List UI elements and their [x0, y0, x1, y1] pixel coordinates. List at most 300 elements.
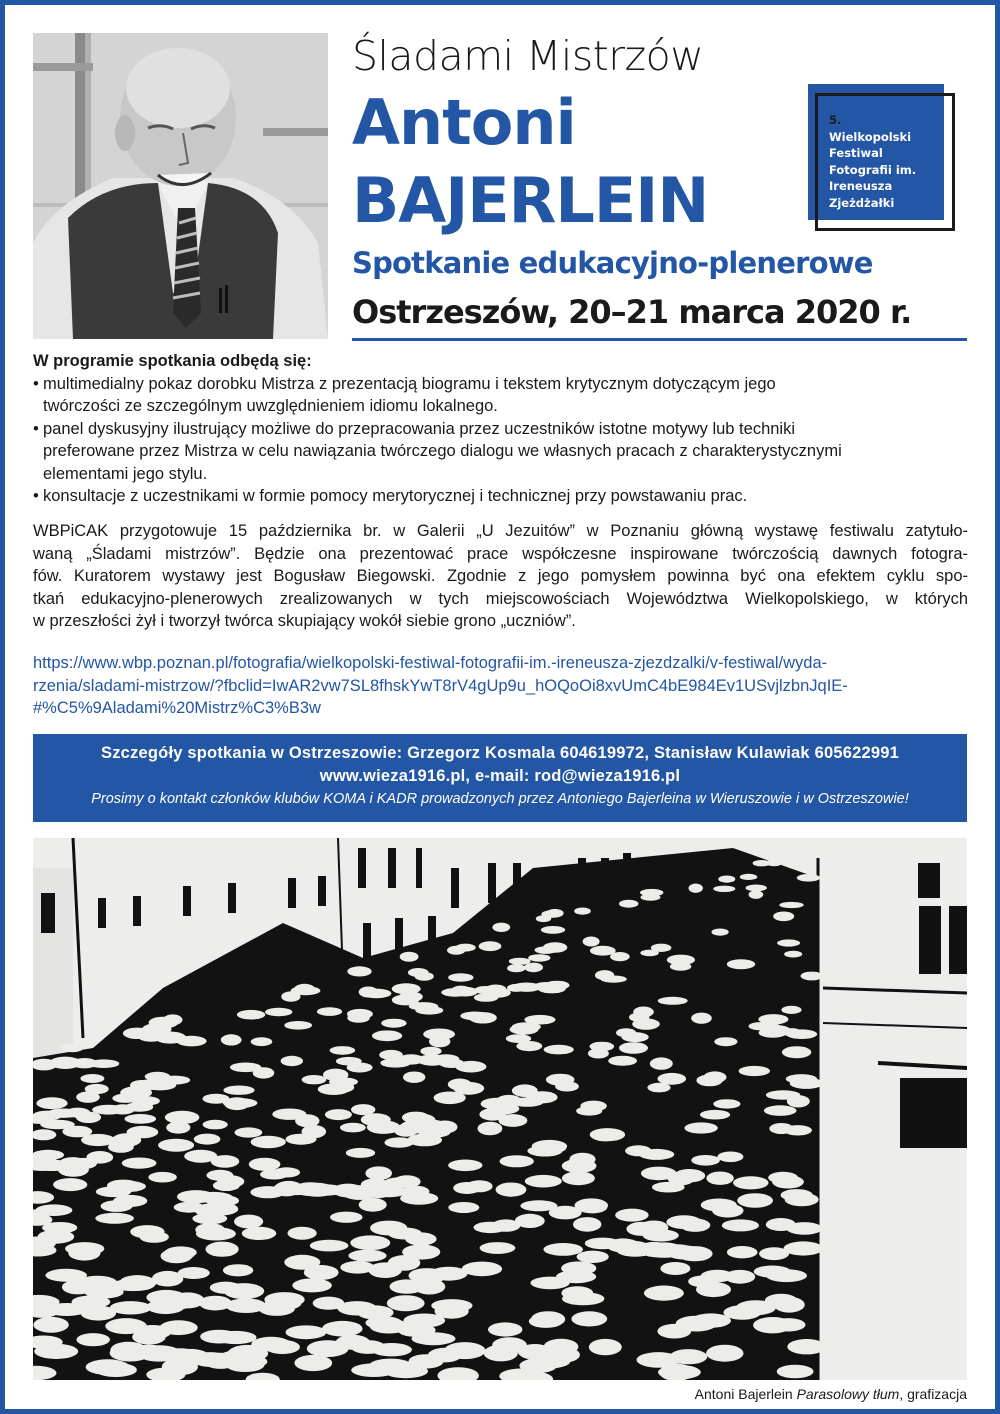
umbrella-mark: [95, 1213, 134, 1224]
umbrella-mark: [637, 1352, 681, 1368]
umbrella-mark: [107, 1180, 139, 1192]
umbrella-mark: [777, 939, 800, 946]
umbrella-mark: [455, 1061, 486, 1073]
umbrella-mark: [541, 910, 562, 918]
umbrella-mark: [347, 1013, 370, 1023]
umbrella-mark: [405, 1232, 436, 1245]
umbrella-mark: [78, 1276, 117, 1289]
umbrella-mark: [330, 1046, 356, 1055]
umbrella-mark: [562, 1171, 595, 1185]
umbrella-mark: [313, 1297, 345, 1310]
umbrella-mark: [225, 1354, 267, 1368]
umbrella-mark: [95, 1363, 137, 1377]
umbrella-mark: [68, 1246, 100, 1261]
umbrella-mark: [199, 1296, 232, 1311]
umbrella-mark: [195, 1223, 225, 1236]
program-item-line: preferowane przez Mistrza w celu nawiązania twórczego dialogu we własnych pracach z charakterystycznymi: [43, 442, 842, 460]
umbrella-mark: [784, 1241, 824, 1255]
festival-link-line[interactable]: #%C5%9Aladami%20Mistrz%C3%B3w: [33, 699, 321, 717]
umbrella-mark: [691, 1013, 712, 1024]
umbrella-mark: [608, 1056, 637, 1066]
umbrella-mark: [264, 1292, 304, 1307]
umbrella-mark: [419, 1128, 451, 1138]
umbrella-mark: [713, 1099, 740, 1108]
umbrella-mark: [223, 1098, 258, 1108]
umbrella-mark: [777, 1365, 814, 1379]
umbrella-mark: [585, 1238, 621, 1250]
umbrella-mark: [737, 1193, 773, 1208]
umbrella-mark: [773, 912, 794, 922]
umbrella-mark: [223, 1264, 253, 1276]
series-title: Śladami Mistrzów: [352, 32, 704, 80]
umbrella-mark: [512, 1022, 541, 1031]
umbrella-mark: [650, 1057, 673, 1069]
umbrella-mark: [727, 959, 755, 969]
caption-technique: , grafizacja: [899, 1386, 967, 1402]
umbrella-mark: [543, 942, 567, 953]
portrait-illustration: [33, 33, 328, 339]
umbrella-mark: [644, 1286, 684, 1301]
umbrella-mark: [49, 1057, 81, 1069]
umbrella-mark: [781, 1006, 801, 1014]
umbrella-mark: [281, 1056, 303, 1066]
umbrella-mark: [784, 951, 802, 958]
program-item-line: • konsultacje z uczestnikami w formie pomocy merytorycznej i technicznej przy powstawaniu prac.: [43, 487, 748, 505]
umbrella-mark: [265, 1008, 292, 1016]
umbrella-mark: [491, 1219, 520, 1231]
description-line: fów. Kuratorem wystawy jest Bogusław Biegowski. Zgodnie z jego pomysłem powinna być ona efektem cyklu spo-: [33, 567, 968, 585]
umbrella-mark: [448, 1160, 482, 1172]
umbrella-mark: [251, 1037, 273, 1046]
umbrella-mark: [406, 1114, 436, 1127]
umbrella-mark: [583, 937, 600, 947]
umbrella-mark: [801, 972, 823, 981]
contact-box: [33, 734, 967, 822]
umbrella-mark: [195, 1203, 228, 1217]
crowd-illustration: [33, 838, 967, 1380]
umbrella-mark: [387, 1295, 425, 1311]
umbrella-mark: [447, 946, 465, 955]
umbrella-mark: [385, 1137, 414, 1147]
umbrella-mark: [211, 1155, 240, 1168]
umbrella-mark: [512, 1084, 538, 1097]
umbrella-mark: [543, 1243, 583, 1256]
umbrella-mark: [481, 1098, 515, 1110]
program-item: [33, 373, 973, 418]
program-item: [33, 485, 973, 508]
umbrella-mark: [203, 1120, 228, 1130]
umbrella-mark: [288, 1227, 317, 1240]
umbrella-mark: [660, 1262, 690, 1275]
umbrella-mark: [680, 1219, 710, 1232]
umbrella-mark: [528, 954, 550, 961]
umbrella-mark: [478, 1122, 503, 1135]
umbrella-mark: [251, 1136, 286, 1148]
umbrella-mark: [479, 941, 502, 951]
umbrella-mark: [72, 1296, 111, 1309]
umbrella-mark: [615, 1209, 648, 1222]
umbrella-mark: [381, 1019, 406, 1028]
portrait-photo: [33, 33, 328, 339]
umbrella-mark: [529, 1315, 563, 1328]
umbrella-mark: [740, 874, 758, 880]
umbrella-mark: [786, 1222, 822, 1235]
umbrella-mark: [340, 1261, 374, 1274]
festival-badge-line: Festiwal: [829, 146, 883, 160]
umbrella-mark: [400, 952, 419, 962]
title-divider: [352, 338, 967, 341]
umbrella-mark: [148, 1172, 176, 1183]
umbrella-mark: [361, 1178, 389, 1191]
umbrella-mark: [367, 1121, 401, 1134]
umbrella-mark: [346, 1148, 375, 1158]
umbrella-mark: [317, 1007, 342, 1016]
caption-author: Antoni Bajerlein: [694, 1386, 797, 1402]
umbrella-mark: [434, 1092, 466, 1105]
umbrella-mark: [507, 984, 525, 992]
umbrella-mark: [409, 1354, 444, 1368]
umbrella-mark: [348, 1250, 386, 1262]
umbrella-mark: [215, 1331, 257, 1344]
umbrella-mark: [779, 902, 804, 908]
description-line: waną „Śladami mistrzów”. Będzie ona prezentować prace współczesne inspirowane twórczością dawnych fotogra-: [33, 544, 968, 563]
umbrella-mark: [600, 976, 626, 983]
umbrella-mark: [144, 1080, 176, 1090]
umbrella-mark: [549, 1206, 582, 1220]
umbrella-mark: [213, 1180, 240, 1191]
umbrella-mark: [713, 886, 735, 892]
umbrella-mark: [658, 1073, 687, 1085]
umbrella-mark: [684, 1122, 717, 1133]
program-item-line: twórczości ze szczególnym uwzględnieniem idiomu lokalnego.: [43, 397, 498, 415]
umbrella-mark: [81, 1134, 115, 1146]
umbrella-mark: [113, 1195, 147, 1207]
umbrella-mark: [210, 1282, 242, 1294]
umbrella-mark: [498, 1114, 527, 1127]
umbrella-mark: [787, 1339, 826, 1354]
umbrella-mark: [415, 1006, 443, 1014]
umbrella-mark: [166, 1293, 203, 1308]
umbrella-mark: [781, 1028, 801, 1036]
umbrella-mark: [415, 972, 434, 981]
description-line: w przeszłości żył i tworzył twórca skupiający wokół siebie grono „uczniów”.: [33, 612, 576, 630]
umbrella-mark: [392, 983, 421, 994]
umbrella-mark: [235, 1127, 263, 1137]
umbrella-mark: [643, 1229, 679, 1241]
umbrella-mark: [691, 1155, 720, 1166]
umbrella-mark: [674, 1169, 706, 1182]
festival-link-line[interactable]: https://www.wbp.poznan.pl/fotografia/wielkopolski-festiwal-fotografii-im.-ireneusza-zjezdzalki/v-festiwal/wyda-: [33, 654, 828, 672]
umbrella-mark: [651, 944, 672, 952]
umbrella-mark: [237, 1010, 265, 1020]
umbrella-mark: [359, 1198, 387, 1212]
umbrella-mark: [351, 1363, 396, 1377]
umbrella-mark: [753, 860, 771, 866]
festival-badge-line: Wielkopolski: [829, 129, 912, 144]
umbrella-mark: [667, 955, 695, 966]
umbrella-mark: [625, 1145, 651, 1156]
umbrella-mark: [466, 1180, 492, 1192]
umbrella-mark: [469, 1012, 497, 1023]
event-type: Spotkanie edukacyjno-plenerowe: [352, 246, 873, 280]
umbrella-mark: [302, 1125, 327, 1138]
umbrella-mark: [448, 1202, 479, 1213]
umbrella-mark: [76, 1091, 100, 1102]
umbrella-mark: [294, 1355, 332, 1371]
umbrella-mark: [796, 863, 812, 871]
umbrella-mark: [88, 1059, 119, 1068]
umbrella-mark: [544, 1045, 574, 1055]
umbrella-mark: [590, 1128, 625, 1141]
umbrella-mark: [462, 1262, 502, 1277]
umbrella-mark: [474, 986, 497, 994]
umbrella-mark: [392, 995, 419, 1006]
umbrella-mark: [400, 1192, 438, 1205]
umbrella-mark: [242, 1227, 277, 1240]
festival-badge: [829, 112, 949, 211]
umbrella-mark: [772, 1175, 804, 1188]
umbrella-mark: [509, 958, 531, 965]
umbrella-mark: [371, 1343, 412, 1356]
umbrella-mark: [541, 926, 565, 934]
umbrella-mark: [451, 986, 471, 996]
artist-last-name: BAJERLEIN: [352, 164, 709, 237]
umbrella-mark: [33, 1111, 62, 1121]
umbrella-mark: [700, 1110, 730, 1120]
umbrella-mark: [372, 1030, 402, 1041]
umbrella-mark: [273, 1167, 300, 1177]
umbrella-mark: [722, 1219, 759, 1231]
umbrella-mark: [207, 1170, 234, 1181]
umbrella-mark: [272, 1109, 306, 1120]
umbrella-mark: [36, 1097, 67, 1109]
umbrella-mark: [397, 1324, 435, 1337]
umbrella-mark: [234, 1215, 263, 1229]
program-item-line: • panel dyskusyjny ilustrujący możliwe do przepracowania przez uczestników istotne motywy lub techniki: [43, 419, 795, 438]
umbrella-mark: [420, 1047, 441, 1056]
umbrella-mark: [158, 1139, 194, 1152]
umbrella-mark: [62, 1043, 84, 1052]
umbrella-mark: [330, 1212, 362, 1223]
umbrella-mark: [739, 1066, 770, 1076]
umbrella-mark: [589, 1339, 622, 1355]
umbrella-mark: [500, 1155, 534, 1167]
umbrella-mark: [221, 1034, 242, 1045]
umbrella-mark: [701, 1199, 737, 1212]
umbrella-mark: [689, 884, 703, 893]
umbrella-mark: [590, 1042, 615, 1051]
umbrella-mark: [370, 1221, 407, 1236]
umbrella-mark: [340, 1123, 366, 1133]
umbrella-mark: [797, 874, 820, 882]
umbrella-mark: [226, 1298, 267, 1313]
umbrella-mark: [249, 1158, 281, 1171]
umbrella-mark: [703, 1071, 726, 1083]
program-list: [33, 373, 973, 508]
umbrella-mark: [302, 1075, 327, 1084]
umbrella-mark: [318, 1083, 350, 1095]
event-location-date: Ostrzeszów, 20–21 marca 2020 r.: [352, 293, 912, 331]
umbrella-mark: [706, 1345, 743, 1362]
umbrella-mark: [561, 1286, 593, 1299]
umbrella-mark: [165, 1111, 200, 1124]
umbrella-mark: [336, 1335, 370, 1350]
umbrella-mark: [782, 1046, 811, 1058]
umbrella-mark: [122, 1158, 157, 1169]
program-heading: W programie spotkania odbędą się:: [33, 352, 312, 370]
umbrella-mark: [273, 1182, 300, 1196]
umbrella-mark: [176, 1036, 206, 1047]
festival-badge-line: Fotografii im.: [829, 162, 917, 177]
exhibition-description: [33, 520, 968, 633]
umbrella-mark: [749, 890, 764, 899]
umbrella-mark: [555, 1081, 579, 1091]
umbrella-mark: [484, 1345, 518, 1362]
umbrella-mark: [610, 952, 630, 961]
umbrella-mark: [304, 1265, 339, 1280]
umbrella-mark: [119, 1275, 156, 1291]
umbrella-mark: [746, 885, 767, 892]
umbrella-mark: [511, 1097, 544, 1106]
umbrella-mark: [80, 1074, 104, 1083]
umbrella-mark: [365, 1166, 392, 1180]
umbrella-mark: [580, 1101, 606, 1112]
festival-badge-line: Ireneusza: [829, 179, 893, 193]
umbrella-mark: [717, 1152, 743, 1163]
umbrella-mark: [152, 1271, 183, 1287]
umbrella-mark: [265, 1340, 300, 1354]
umbrella-mark: [691, 1313, 731, 1327]
umbrella-mark: [177, 1190, 215, 1203]
program-item-line: elementami jego stylu.: [43, 464, 208, 483]
umbrella-mark: [574, 908, 591, 915]
umbrella-mark: [701, 1270, 734, 1282]
umbrella-mark: [492, 923, 510, 932]
umbrella-mark: [86, 1151, 113, 1164]
umbrella-mark: [474, 993, 498, 1001]
umbrella-mark: [629, 1013, 649, 1022]
umbrella-mark: [325, 1109, 352, 1120]
umbrella-mark: [379, 1050, 403, 1060]
umbrella-mark: [786, 1074, 817, 1084]
umbrella-mark: [40, 1120, 75, 1129]
umbrella-mark: [534, 1143, 566, 1154]
umbrella-mark: [292, 1278, 332, 1292]
umbrella-mark: [125, 1114, 157, 1124]
umbrella-mark: [347, 966, 371, 976]
umbrella-mark: [733, 1176, 768, 1189]
umbrella-mark: [496, 1183, 527, 1197]
contact-persons: Szczegóły spotkania w Ostrzeszowie: Grzegorz Kosmala 604619972, Stanisław Kulawiak 605622991: [101, 744, 899, 762]
umbrella-mark: [359, 987, 378, 998]
umbrella-mark: [163, 1248, 195, 1261]
umbrella-mark: [538, 984, 566, 993]
umbrella-mark: [516, 1041, 542, 1051]
umbrella-mark: [641, 1244, 675, 1257]
umbrella-mark: [77, 1333, 110, 1346]
umbrella-mark: [131, 1096, 160, 1106]
umbrella-mark: [616, 1028, 636, 1037]
program-section: [33, 350, 973, 508]
umbrella-mark: [223, 1086, 254, 1095]
umbrella-mark: [781, 1189, 813, 1201]
umbrella-mark: [291, 986, 321, 995]
contact-appeal: Prosimy o kontakt członków klubów KOMA i KADR prowadzonych przez Antoniego Bajerleina w Wieruszowie i w Ostrzeszowie!: [91, 791, 909, 807]
umbrella-mark: [433, 1054, 460, 1064]
umbrella-mark: [347, 1063, 373, 1073]
umbrella-mark: [365, 1316, 402, 1329]
umbrella-mark: [206, 1242, 239, 1257]
description-line: WBPiCAK przygotowuje 15 października br. w Galerii „U Jezuitów” w Poznaniu główną wystawę festiwalu zatytuło-: [33, 522, 968, 540]
umbrella-mark: [657, 1324, 691, 1339]
umbrella-mark: [163, 1014, 183, 1025]
umbrella-mark: [53, 1178, 87, 1191]
umbrella-mark: [127, 1126, 159, 1138]
umbrella-mark: [749, 1022, 773, 1030]
umbrella-mark: [286, 1325, 327, 1339]
umbrella-mark: [784, 1125, 812, 1135]
caption-title: Parasolowy tłum: [796, 1386, 900, 1402]
umbrella-mark: [714, 1037, 737, 1046]
description-line: tkań edukacyjno-plenerowych zrealizowanych w tych miejscowościach Województwa Wielkopolskiego, w których: [33, 589, 968, 608]
umbrella-mark: [310, 1240, 349, 1252]
festival-link[interactable]: [33, 652, 973, 720]
umbrella-mark: [573, 1217, 601, 1232]
umbrella-mark: [658, 997, 688, 1005]
umbrella-mark: [423, 1029, 455, 1040]
festival-badge-line: Zjeżdżałki: [829, 195, 895, 210]
umbrella-mark: [507, 964, 525, 972]
umbrella-mark: [640, 889, 663, 896]
umbrella-mark: [718, 876, 735, 883]
umbrella-mark: [619, 900, 638, 908]
umbrella-mark: [706, 1172, 733, 1185]
umbrella-mark: [480, 1242, 516, 1254]
umbrella-mark: [619, 1042, 648, 1054]
umbrella-mark: [753, 1317, 792, 1333]
umbrella-mark: [524, 963, 543, 973]
umbrella-mark: [322, 1321, 363, 1337]
umbrella-mark: [764, 1105, 797, 1116]
festival-link-line[interactable]: rzenia/sladami-mistrzow/?fbclid=IwAR2vw7SL8fhskYwT8rV4gUp9u_hOQoOi8xvUmC4bE984Ev1USvjlzbnJqIE-: [33, 676, 848, 695]
contact-web-email: www.wieza1916.pl, e-mail: rod@wieza1916.pl: [319, 767, 681, 785]
umbrella-mark: [132, 1329, 166, 1344]
umbrella-mark: [727, 1246, 758, 1258]
umbrella-mark: [230, 1063, 261, 1073]
umbrella-mark: [194, 1134, 221, 1145]
umbrella-mark: [448, 973, 473, 981]
artwork-image: [33, 838, 967, 1380]
umbrella-mark: [527, 1354, 570, 1368]
umbrella-mark: [388, 1255, 421, 1271]
umbrella-mark: [571, 1311, 607, 1326]
artist-first-name: Antoni: [352, 86, 576, 159]
umbrella-mark: [766, 1090, 800, 1100]
umbrella-mark: [577, 1251, 609, 1263]
umbrella-mark: [350, 1235, 390, 1250]
umbrella-mark: [712, 929, 729, 936]
umbrella-mark: [110, 1342, 146, 1359]
umbrella-mark: [525, 1175, 562, 1188]
festival-edition: 5.: [829, 113, 842, 127]
umbrella-mark: [351, 1104, 375, 1115]
program-item: [33, 418, 973, 486]
umbrella-mark: [393, 1175, 420, 1188]
umbrella-mark: [380, 1058, 411, 1067]
artwork-caption: [695, 1386, 967, 1402]
umbrella-mark: [754, 1266, 791, 1278]
umbrella-mark: [140, 1231, 169, 1243]
